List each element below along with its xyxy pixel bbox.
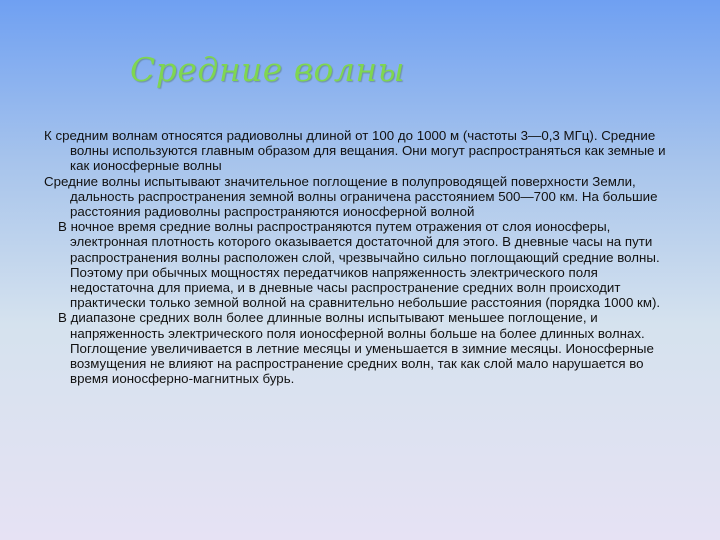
slide-body <box>44 128 684 386</box>
paragraph-longer-waves: В диапазоне средних волн более длинные волны испытывают меньшее поглощение, и напряженность электрического поля ионосферной волны больше на более длинных волнах. Поглощение увеличивается в летние месяцы и уменьшается в зимние месяцы. Ионосферные возмущения не влияют на распространение средних волн, так как слой мало нарушается во время ионосферно-магнитных бурь. <box>58 310 654 387</box>
slide-title: Средние волны <box>130 50 406 89</box>
paragraph-night-propagation: В ночное время средние волны распространяются путем отражения от слоя ионосферы, электронная плотность которого оказывается достаточной для этого. В дневные часы на пути распространения волны расположен слой, чрезвычайно сильно поглощающий средние волны. Поэтому при обычных мощностях передатчиков напряженность электрического поля недостаточна для приема, и в дневные часы распространение средних волн происходит практически только земной волной на сравнительно небольшие расстояния (порядка 1000 км). <box>58 219 661 311</box>
paragraph-medium-waves-definition: К средним волнам относятся радиоволны длиной от 100 до 1000 м (частоты 3—0,3 МГц). Средние волны используются главным образом для вещания. Они могут распространяться как земные и как ионосферные волны <box>44 128 666 174</box>
paragraph-ground-absorption: Средние волны испытывают значительное поглощение в полупроводящей поверхности Земли, дальность распространения земной волны ограничена расстоянием 500—700 км. На большие расстояния радиоволны распространяются ионосферной волной <box>44 173 658 220</box>
